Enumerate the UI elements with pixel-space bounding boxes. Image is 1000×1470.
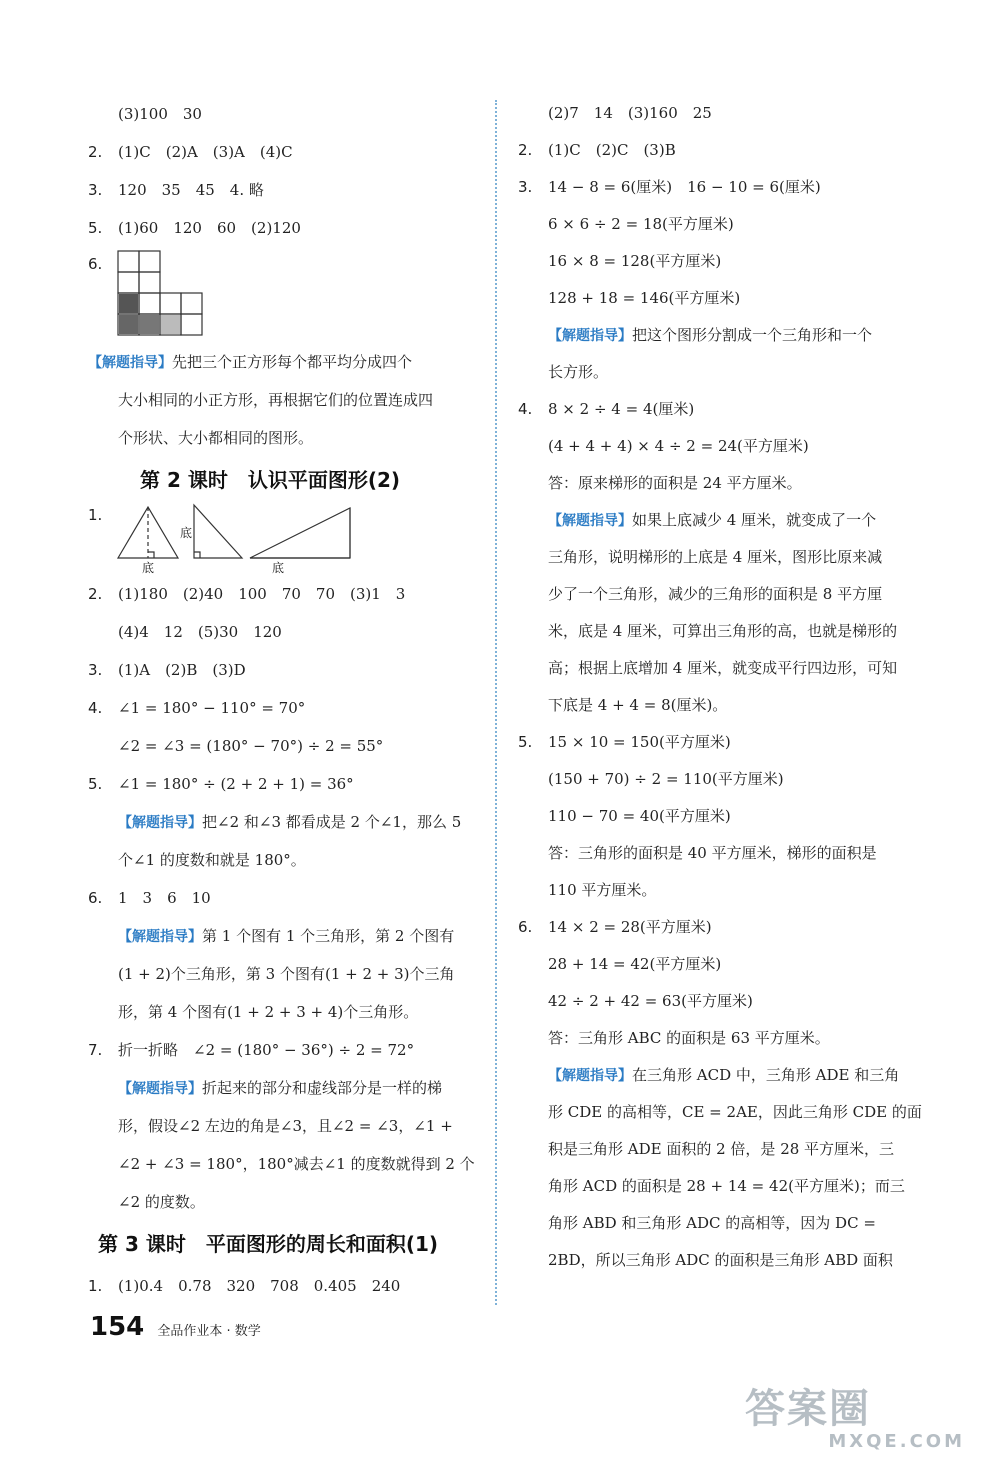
- question-number: 2.: [88, 585, 103, 603]
- guide-text: 如果上底减少 4 厘米，就变成了一个: [632, 511, 877, 529]
- answer-line: (1)180 (2)40 100 70 70 (3)1 3: [118, 585, 406, 603]
- guide-text: ∠2 + ∠3 = 180°，180°减去∠1 的度数就得到 2 个: [118, 1155, 475, 1173]
- guide-text: 下底是 4 + 4 = 8(厘米)。: [548, 696, 728, 714]
- guide-text: 三角形，说明梯形的上底是 4 厘米，图形比原来减: [548, 548, 883, 566]
- answer-line: 14 × 2 = 28(平方厘米): [548, 918, 712, 936]
- question-number: 3.: [88, 181, 103, 199]
- answer-line: ∠1 = 180° − 110° = 70°: [118, 699, 306, 717]
- section-title: 第 3 课时 平面图形的周长和面积(1): [98, 1232, 439, 1256]
- guide-text: 个形状、大小都相同的图形。: [118, 429, 314, 447]
- guide-text: 把∠2 和∠3 都看成是 2 个∠1，那么 5: [202, 813, 462, 831]
- guide-tag: 【解题指导】: [88, 355, 172, 371]
- question-number: 6.: [88, 255, 103, 273]
- answer-line: 答：原来梯形的面积是 24 平方厘米。: [548, 474, 802, 492]
- question-number: 5.: [88, 775, 103, 793]
- answer-line: 15 × 10 = 150(平方厘米): [548, 733, 731, 751]
- guide-text: 米，底是 4 厘米，可算出三角形的高，也就是梯形的: [548, 622, 898, 640]
- answer-line: 110 − 70 = 40(平方厘米): [548, 807, 731, 825]
- answer-line: 28 + 14 = 42(平方厘米): [548, 955, 722, 973]
- question-number: 2.: [518, 141, 533, 159]
- right-column: [518, 95, 922, 1279]
- guide-tag: 【解题指导】: [118, 929, 202, 945]
- question-number: 1.: [88, 1277, 103, 1295]
- guide-tag: 【解题指导】: [118, 815, 202, 831]
- question-number: 7.: [88, 1041, 103, 1059]
- guide-text: 角形 ACD 的面积是 28 + 14 = 42(平方厘米)；而三: [548, 1177, 905, 1195]
- question-number: 4.: [88, 699, 103, 717]
- guide-text: 形，假设∠2 左边的角是∠3，且∠2 = ∠3，∠1 +: [118, 1117, 453, 1135]
- answer-line: 答：三角形的面积是 40 平方厘米，梯形的面积是: [548, 844, 877, 862]
- q6-figure-row: [88, 247, 478, 343]
- question-number: 6.: [518, 918, 533, 936]
- square-grid-figure: [116, 249, 206, 339]
- guide-text: 积是三角形 ADE 面积的 2 倍，是 28 平方厘米，三: [548, 1140, 895, 1158]
- guide-text: 大小相同的小正方形，再根据它们的位置连成四: [118, 391, 434, 409]
- answer-line: ∠2 = ∠3 = (180° − 70°) ÷ 2 = 55°: [118, 737, 384, 755]
- guide-text: 少了一个三角形，减少的三角形的面积是 8 平方厘: [548, 585, 883, 603]
- page-number: 154: [90, 1312, 145, 1342]
- left-column: [88, 95, 478, 1305]
- guide-text: 高；根据上底增加 4 厘米，就变成平行四边形，可知: [548, 659, 898, 677]
- answer-line: (150 + 70) ÷ 2 = 110(平方厘米): [548, 770, 784, 788]
- guide-tag: 【解题指导】: [548, 513, 632, 529]
- book-title: 全品作业本 · 数学: [157, 1324, 261, 1339]
- guide-text: 折起来的部分和虚线部分是一样的梯: [202, 1079, 443, 1097]
- answer-line: 16 × 8 = 128(平方厘米): [548, 252, 722, 270]
- base-label: 底: [272, 561, 285, 575]
- answer-line: (4)4 12 (5)30 120: [118, 623, 282, 641]
- answer-line: (3)100 30: [118, 105, 202, 123]
- guide-text: 个∠1 的度数和就是 180°。: [118, 851, 306, 869]
- answer-line: (1)C (2)C (3)B: [548, 141, 676, 159]
- page-footer: [90, 1312, 261, 1342]
- guide-text: ∠2 的度数。: [118, 1193, 205, 1211]
- answer-line: ∠1 = 180° ÷ (2 + 2 + 1) = 36°: [118, 775, 354, 793]
- guide-text: 2BD，所以三角形 ADC 的面积是三角形 ABD 面积: [548, 1251, 893, 1269]
- base-label: 底: [180, 526, 193, 540]
- answer-line: 14 − 8 = 6(厘米) 16 − 10 = 6(厘米): [548, 178, 821, 196]
- watermark-logo: [745, 1377, 975, 1452]
- question-number: 3.: [88, 661, 103, 679]
- answer-line: 6 × 6 ÷ 2 = 18(平方厘米): [548, 215, 734, 233]
- answer-line: (2)7 14 (3)160 25: [548, 104, 712, 122]
- guide-text: 在三角形 ACD 中，三角形 ADE 和三角: [632, 1066, 900, 1084]
- watermark-top-text: 答案圈: [745, 1386, 871, 1432]
- guide-text: 先把三个正方形每个都平均分成四个: [172, 353, 413, 371]
- guide-text: 把这个图形分割成一个三角形和一个: [632, 326, 873, 344]
- base-label: 底: [142, 561, 155, 575]
- guide-text: 形 CDE 的高相等，CE = 2AE，因此三角形 CDE 的面: [548, 1103, 922, 1121]
- triangle-heights-figure: [116, 503, 366, 575]
- question-number: 1.: [88, 506, 103, 524]
- guide-text: 长方形。: [548, 363, 609, 381]
- q1-figure-row: [88, 503, 478, 575]
- question-number: 3.: [518, 178, 533, 196]
- answer-line: (1)60 120 60 (2)120: [118, 219, 301, 237]
- column-divider: [495, 100, 497, 1305]
- answer-line: 1 3 6 10: [118, 889, 211, 907]
- answer-line: 折一折略 ∠2 = (180° − 36°) ÷ 2 = 72°: [118, 1041, 415, 1059]
- answer-line: (1)A (2)B (3)D: [118, 661, 246, 679]
- answer-line: 答：三角形 ABC 的面积是 63 平方厘米。: [548, 1029, 830, 1047]
- answer-line: 120 35 45 4. 略: [118, 181, 264, 199]
- guide-tag: 【解题指导】: [118, 1081, 202, 1097]
- guide-text: 形，第 4 个图有(1 + 2 + 3 + 4)个三角形。: [118, 1003, 419, 1021]
- answer-line: 42 ÷ 2 + 42 = 63(平方厘米): [548, 992, 753, 1010]
- answer-line: 128 + 18 = 146(平方厘米): [548, 289, 741, 307]
- guide-text: (1 + 2)个三角形，第 3 个图有(1 + 2 + 3)个三角: [118, 965, 455, 983]
- question-number: 5.: [88, 219, 103, 237]
- question-number: 2.: [88, 143, 103, 161]
- answer-line: 110 平方厘米。: [548, 881, 657, 899]
- section-title: 第 2 课时 认识平面图形(2): [140, 468, 401, 492]
- question-number: 6.: [88, 889, 103, 907]
- guide-text: 角形 ABD 和三角形 ADC 的高相等，因为 DC =: [548, 1214, 876, 1232]
- question-number: 4.: [518, 400, 533, 418]
- question-number: 5.: [518, 733, 533, 751]
- answer-line: (4 + 4 + 4) × 4 ÷ 2 = 24(平方厘米): [548, 437, 809, 455]
- answer-line: 8 × 2 ÷ 4 = 4(厘米): [548, 400, 695, 418]
- guide-tag: 【解题指导】: [548, 328, 632, 344]
- answer-line: (1)C (2)A (3)A (4)C: [118, 143, 293, 161]
- answer-line: (1)0.4 0.78 320 708 0.405 240: [118, 1277, 401, 1295]
- watermark-bottom-text: MXQE.COM: [828, 1431, 965, 1452]
- guide-tag: 【解题指导】: [548, 1068, 632, 1084]
- guide-text: 第 1 个图有 1 个三角形，第 2 个图有: [202, 927, 455, 945]
